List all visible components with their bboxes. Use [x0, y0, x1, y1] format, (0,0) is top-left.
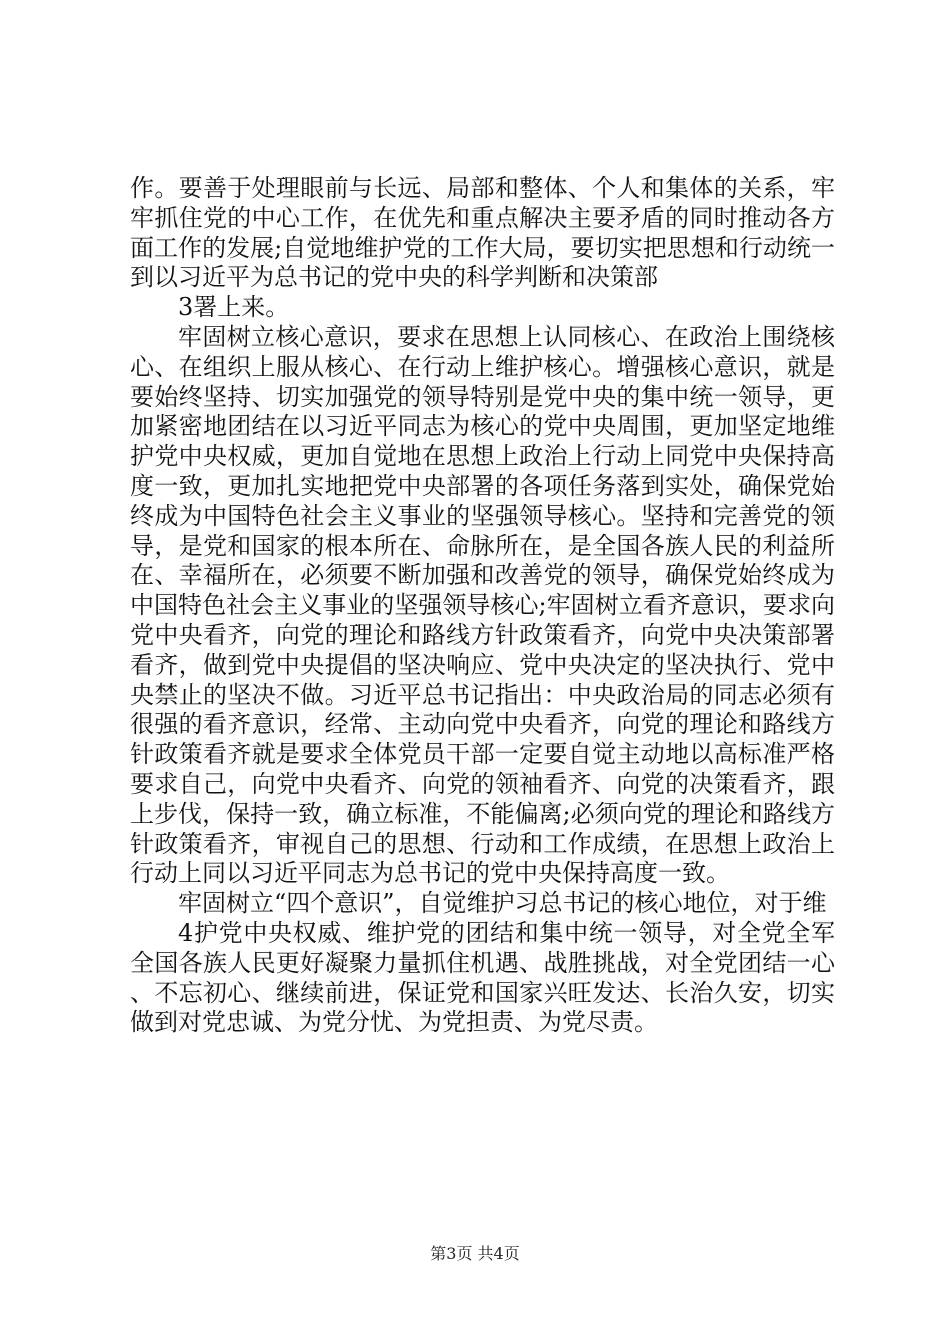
- paragraph-section-3-marker: 3署上来。: [178, 293, 290, 322]
- paragraph-continuation: 作。要善于处理眼前与长远、局部和整体、个人和集体的关系，牢牢抓住党的中心工作，在优先和重点解决主要矛盾的同时推动各方面工作的发展;自觉地维护党的工作大局，要切实把思想和行动统一到以习近平为总书记的党中央的科学判断和决策部: [130, 174, 835, 292]
- paragraph-section-4: 4护党中央权威、维护党的团结和集中统一领导，对全党全军全国各族人民更好凝聚力量抓住机遇、战胜挑战，对全党团结一心、不忘初心、继续前进，保证党和国家兴旺发达、长治久安，切实做到对党忠诚、为党分忧、为党担责、为党尽责。: [130, 918, 835, 1037]
- paragraph-four-awareness: 牢固树立“四个意识”，自觉维护习总书记的核心地位，对于维: [178, 889, 827, 918]
- page-footer: 第3页 共4页: [430, 1244, 520, 1263]
- document-body: [130, 174, 835, 1038]
- paragraph-core-awareness: 牢固树立核心意识，要求在思想上认同核心、在政治上围绕核心、在组织上服从核心、在行动上维护核心。增强核心意识，就是要始终坚持、切实加强党的领导特别是党中央的集中统一领导，更加紧密地团结在以习近平同志为核心的党中央周围，更加坚定地维护党中央权威，更加自觉地在思想上政治上行动上同党中央保持高度一致，更加扎实地把党中央部署的各项任务落到实处，确保党始终成为中国特色社会主义事业的坚强领导核心。坚持和完善党的领导，是党和国家的根本所在、命脉所在，是全国各族人民的利益所在、幸福所在，必须要不断加强和改善党的领导，确保党始终成为中国特色社会主义事业的坚强领导核心;牢固树立看齐意识，要求向党中央看齐，向党的理论和路线方针政策看齐，向党中央决策部署看齐，做到党中央提倡的坚决响应、党中央决定的坚决执行、党中央禁止的坚决不做。习近平总书记指出：中央政治局的同志必须有很强的看齐意识，经常、主动向党中央看齐，向党的理论和路线方针政策看齐就是要求全体党员干部一定要自觉主动地以高标准严格要求自己，向党中央看齐、向党的领袖看齐、向党的决策看齐，跟上步伐，保持一致，确立标准，不能偏离;必须向党的理论和路线方针政策看齐，审视自己的思想、行动和工作成绩，在思想上政治上行动上同以习近平同志为总书记的党中央保持高度一致。: [130, 322, 835, 888]
